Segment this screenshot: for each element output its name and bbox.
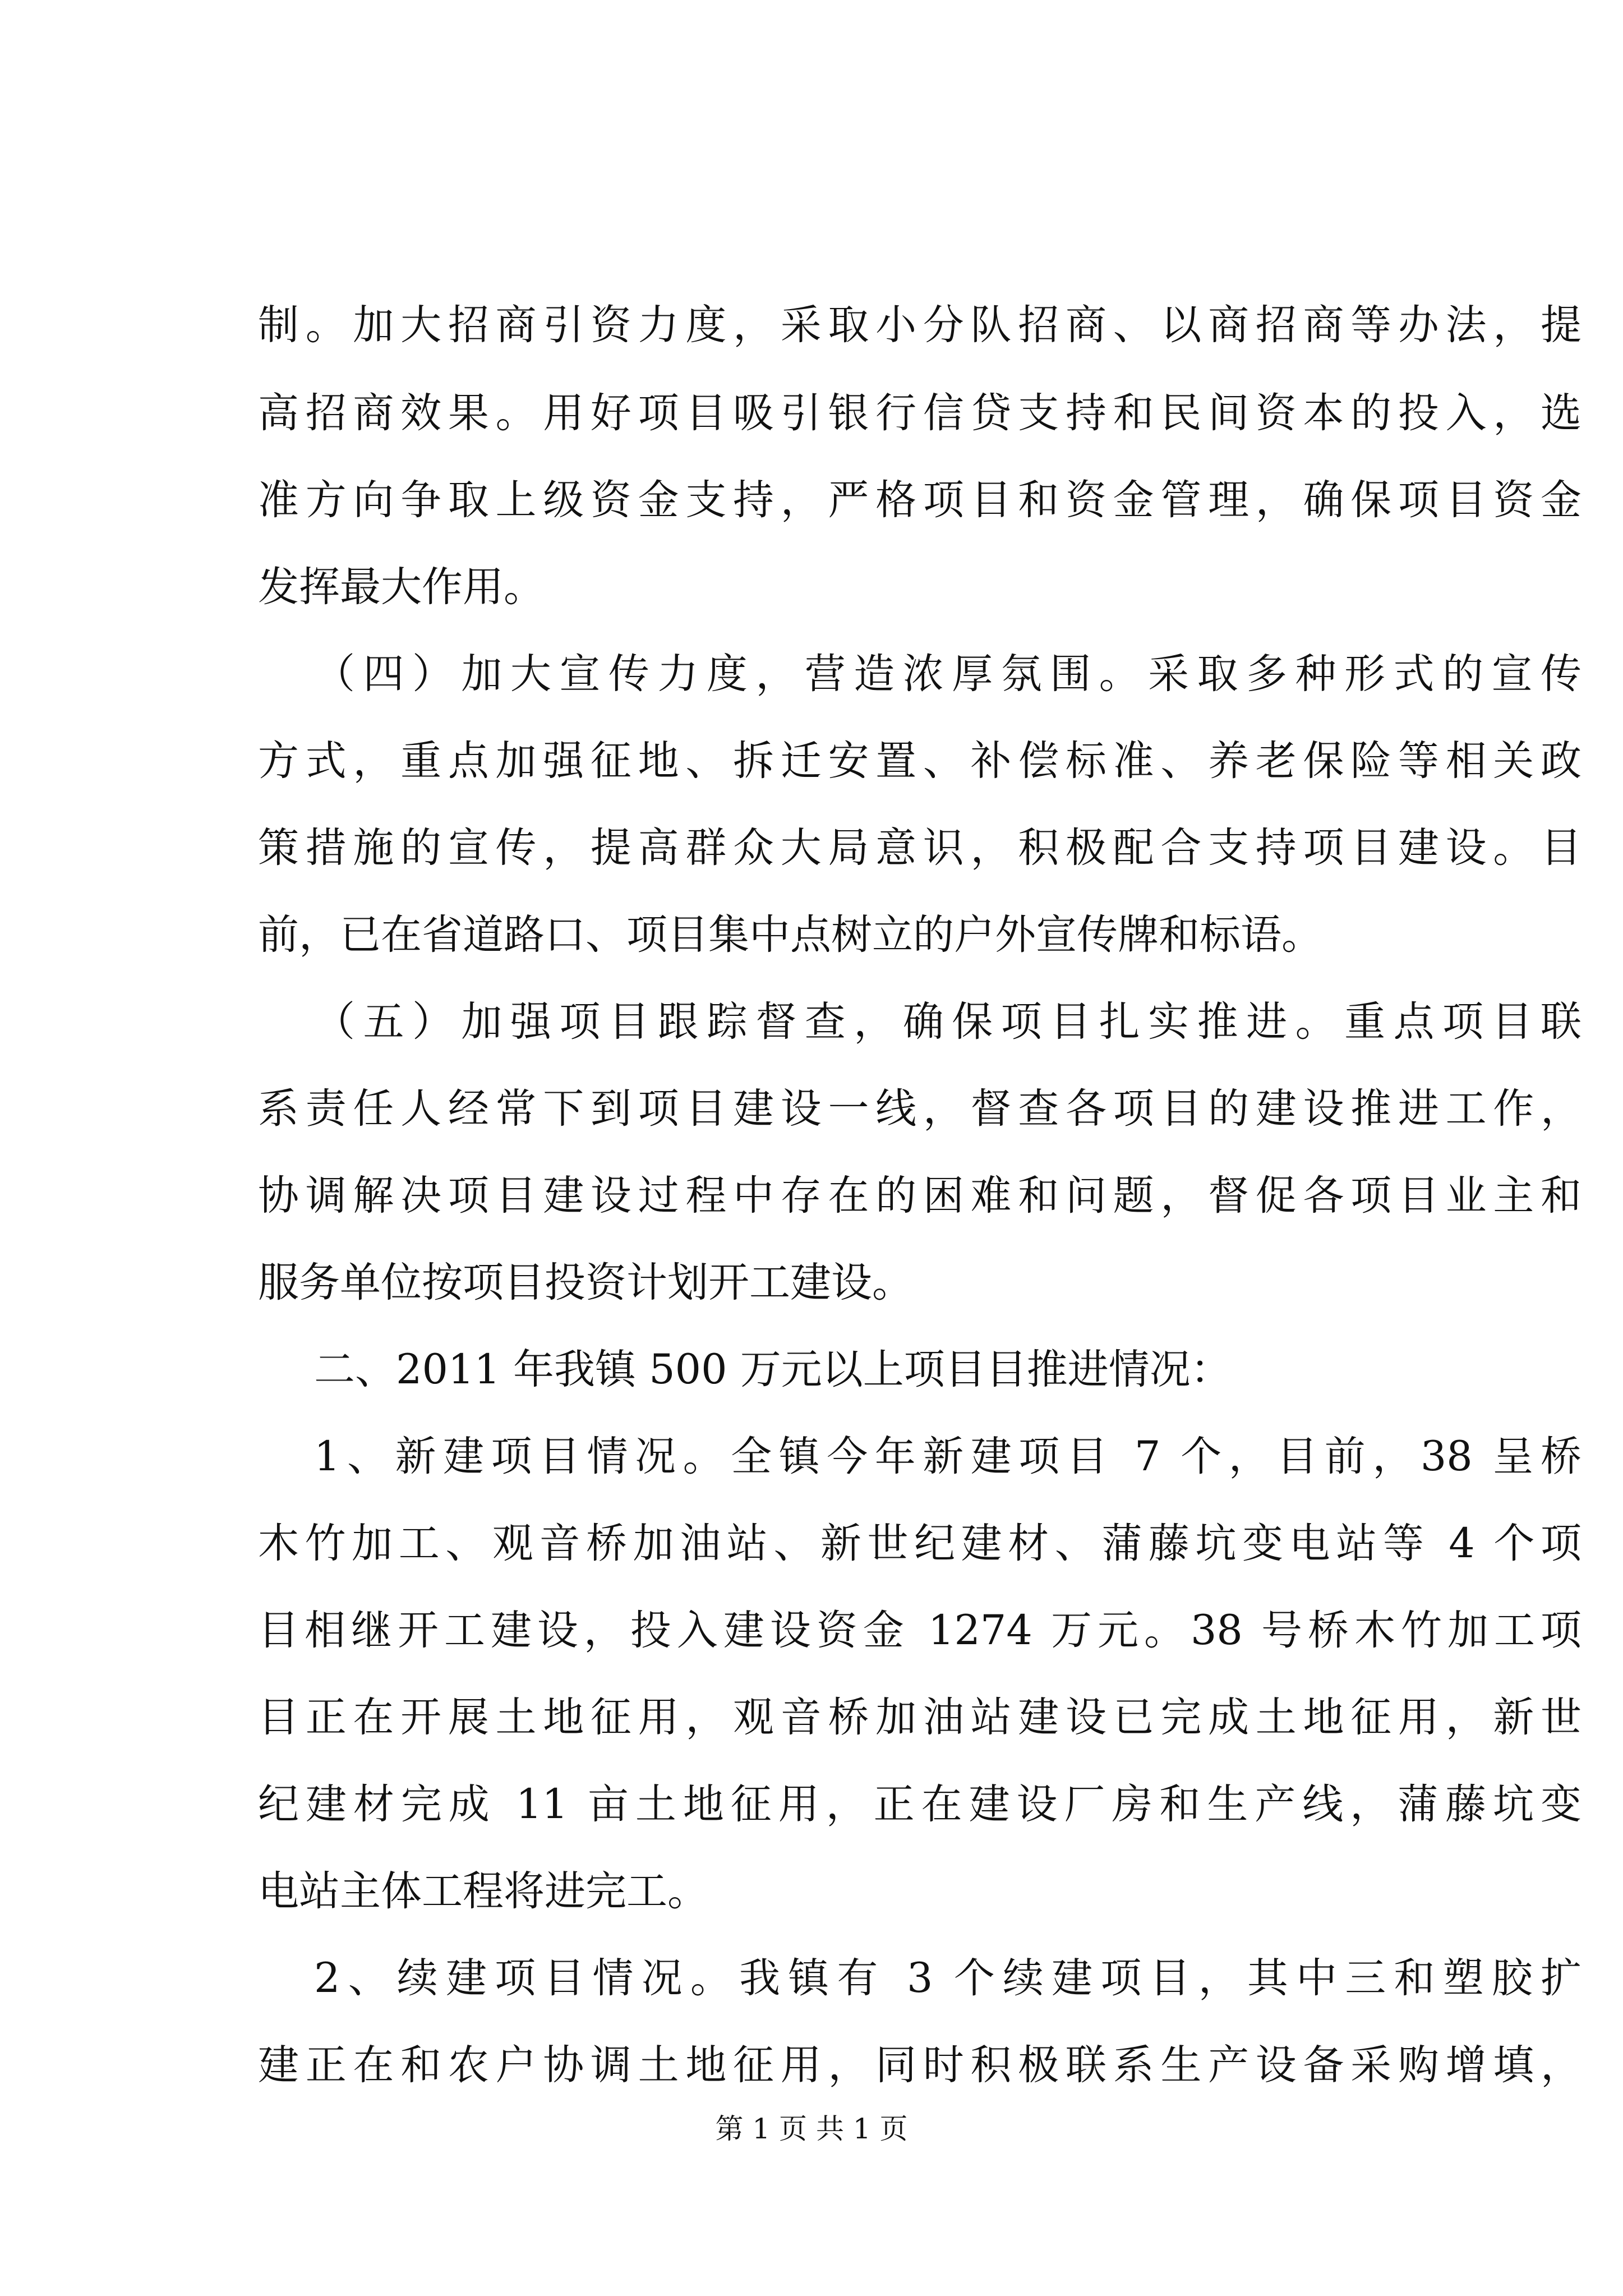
body-text-line: 目相继开工建设，投入建设资金 1274 万元。38 号桥木竹加工项 (258, 1607, 1581, 1654)
body-text-line: 制。加大招商引资力度，采取小分队招商、以商招商等办法，提 (258, 301, 1581, 349)
section-heading-line: 二、2011 年我镇 500 万元以上项目目推进情况： (314, 1346, 1232, 1393)
body-text-line: 1、新建项目情况。全镇今年新建项目 7 个，目前，38 呈桥 (314, 1433, 1581, 1480)
body-text-line: 2、续建项目情况。我镇有 3 个续建项目，其中三和塑胶扩 (314, 1954, 1581, 2002)
body-text-line: 高招商效果。用好项目吸引银行信贷支持和民间资本的投入，选 (258, 389, 1581, 437)
body-text-line: 建正在和农户协调土地征用，同时积极联系生产设备采购增填， (258, 2041, 1581, 2089)
page-footer: 第 1 页 共 1 页 (715, 2113, 908, 2145)
body-text-line: 系责任人经常下到项目建设一线，督查各项目的建设推进工作， (258, 1085, 1581, 1133)
body-text-line: 木竹加工、观音桥加油站、新世纪建材、蒲藤坑变电站等 4 个项 (258, 1520, 1581, 1567)
body-text-line: 目正在开展土地征用，观音桥加油站建设已完成土地征用，新世 (258, 1694, 1581, 1741)
body-text-line: 发挥最大作用。 (258, 563, 545, 611)
section-heading-line: （五）加强项目跟踪督查，确保项目扎实推进。重点项目联 (314, 998, 1581, 1046)
body-text-line: 策措施的宣传，提高群众大局意识，积极配合支持项目建设。目 (258, 824, 1581, 872)
body-text-line: 服务单位按项目投资计划开工建设。 (258, 1259, 913, 1306)
body-text-line: 准方向争取上级资金支持，严格项目和资金管理，确保项目资金 (258, 476, 1581, 524)
body-text-line: 方式，重点加强征地、拆迁安置、补偿标准、养老保险等相关政 (258, 737, 1581, 785)
body-text-line: 前，已在省道路口、项目集中点树立的户外宣传牌和标语。 (258, 911, 1322, 959)
body-text-line: 电站主体工程将进完工。 (258, 1867, 708, 1915)
body-text-line: 协调解决项目建设过程中存在的困难和问题，督促各项目业主和 (258, 1172, 1581, 1220)
body-text-line: 纪建材完成 11 亩土地征用，正在建设厂房和生产线，蒲藤坑变 (258, 1780, 1581, 1828)
section-heading-line: （四）加大宣传力度，营造浓厚氛围。采取多种形式的宣传 (314, 650, 1581, 698)
